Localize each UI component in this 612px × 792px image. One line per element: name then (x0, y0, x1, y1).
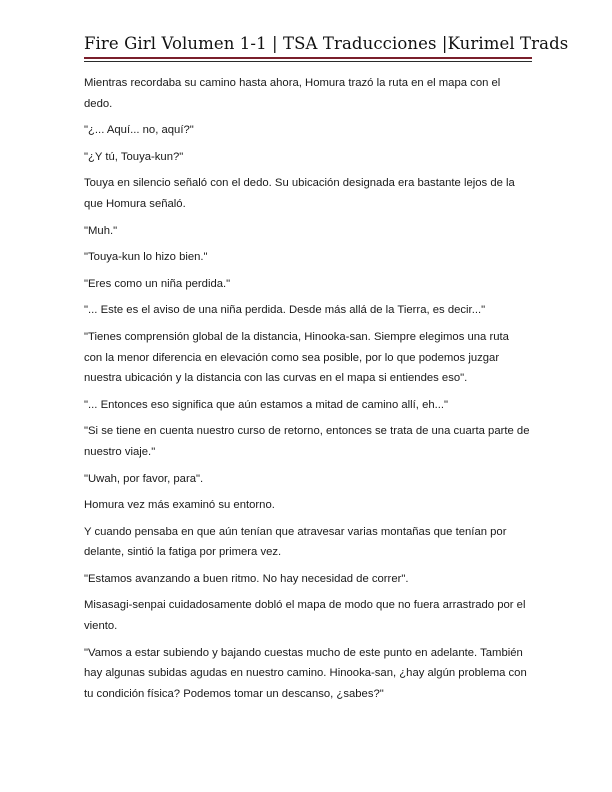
paragraph: "¿... Aquí... no, aquí?" (84, 124, 194, 137)
paragraph: Homura vez más examinó su entorno. (84, 499, 275, 512)
paragraph: "¿Y tú, Touya-kun?" (84, 150, 184, 163)
paragraph: "Touya-kun lo hizo bien." (84, 251, 208, 264)
page-header-title: Fire Girl Volumen 1-1 | TSA Traducciones |Kurimel Trads (84, 34, 569, 53)
paragraph: "Eres como un niña perdida." (84, 277, 231, 290)
paragraph: "... Entonces eso significa que aún estamos a mitad de camino allí, eh..." (84, 398, 449, 411)
document-body (84, 73, 530, 710)
paragraph: Misasagi-senpai cuidadosamente dobló el mapa de modo que no fuera arrastrado por el viento. (84, 599, 526, 633)
header-rule-thick (84, 57, 532, 59)
paragraph: "... Este es el aviso de una niña perdida. Desde más allá de la Tierra, es decir..." (84, 304, 486, 317)
paragraph: Touya en silencio señaló con el dedo. Su ubicación designada era bastante lejos de la que Homura señaló. (84, 177, 515, 210)
paragraph: "Uwah, por favor, para". (84, 472, 204, 485)
paragraph: "Muh." (84, 224, 118, 237)
paragraph: Mientras recordaba su camino hasta ahora, Homura trazó la ruta en el mapa con el dedo. (84, 77, 501, 110)
paragraph: Y cuando pensaba en que aún tenían que atravesar varias montañas que tenían por delante, sintió la fatiga por primera vez. (84, 525, 507, 559)
paragraph: "Vamos a estar subiendo y bajando cuestas mucho de este punto en adelante. También hay algunas subidas agudas en nuestro camino. Hinooka-san, ¿hay algún problema con tu condición física? Podemos tomar un descanso, ¿sabes?" (84, 646, 527, 700)
header-rule-thin (84, 61, 532, 62)
paragraph: "Tienes comprensión global de la distancia, Hinooka-san. Siempre elegimos una ruta con la menor diferencia en elevación como sea posible, por lo que podemos juzgar nuestra ubicación y la distancia con las curvas en el mapa si entiendes eso". (84, 330, 509, 385)
paragraph: "Estamos avanzando a buen ritmo. No hay necesidad de correr". (84, 572, 409, 585)
paragraph: "Si se tiene en cuenta nuestro curso de retorno, entonces se trata de una cuarta parte de nuestro viaje." (84, 425, 530, 458)
